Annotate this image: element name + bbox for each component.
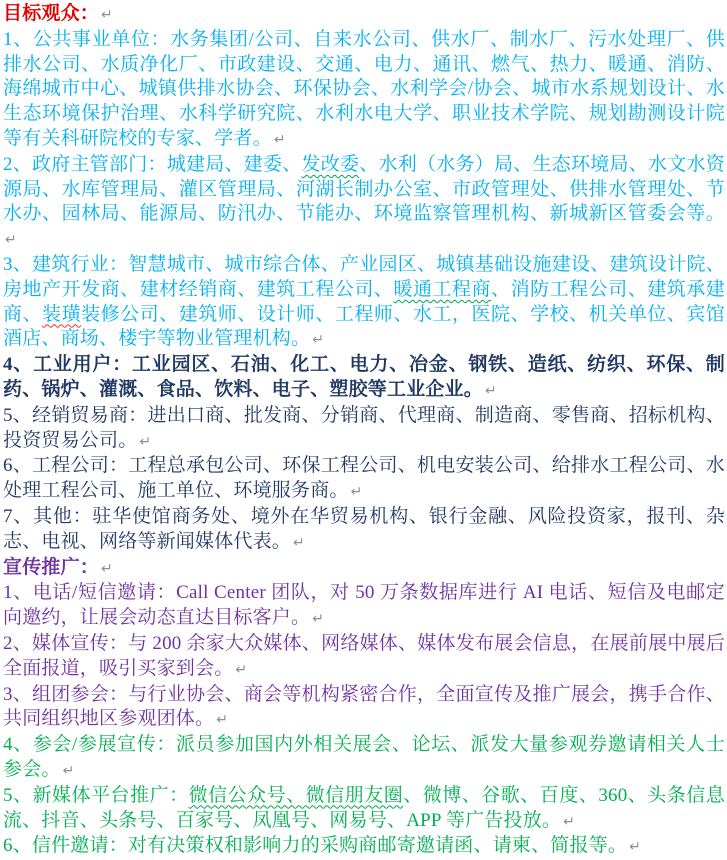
text-run: 2、政府主管部门：城建局、建委、 bbox=[3, 153, 302, 175]
text-run: 目标观众： bbox=[3, 3, 100, 24]
text-run: 4、工业用户：工业园区、石油、化工、电力、冶金、钢铁、造纸、纺织、环保、制药、锅炉、灌溉、食品、饮料、电子、塑胶等工业企业。 bbox=[3, 354, 725, 400]
paragraph bbox=[3, 505, 725, 556]
paragraph-mark-icon: ↵ bbox=[485, 382, 497, 399]
paragraph-mark-icon: ↵ bbox=[216, 712, 229, 729]
paragraph-mark-icon: ↵ bbox=[563, 813, 576, 830]
paragraph-mark-icon: ↵ bbox=[350, 484, 363, 501]
text-run: 6、工程公司：工程总承包公司、环保工程公司、机电安装公司、给排水工程公司、水处理工程公司、施工单位、环境服务商。 bbox=[3, 455, 725, 502]
paragraph-mark-icon: ↵ bbox=[101, 560, 113, 577]
text-run: 1、公共事业单位：水务集团/公司、自来水公司、供水厂、制水厂、污水处理厂、供排水公司、水质净化厂、市政建设、交通、电力、通讯、燃气、热力、暖通、消防、海绵城市中心、城镇供排水协会、环保协会、水利学会/协会、城市水系规划设计、水生态环境保护治理、水科学研究院、水利水电大学、职业技术学院、规划勘测设计院等有关科研院校的专家、学者。 bbox=[3, 28, 725, 149]
text-run: 4、参会/参展宣传：派员参加国内外相关展会、论坛、派发大量参观券邀请相关人士参会。 bbox=[3, 734, 725, 780]
text-run: 、微博、谷歌、百度、360、头条信息流、抖音、头条号、百家号、凤凰号、网易号、APP 等广告投放。 bbox=[3, 784, 725, 831]
text-run: 装修公司、建筑师、设计师、工程师、水工，医院、学校、机关单位、宾馆酒店、商场、楼宇等物业管理机构。 bbox=[3, 303, 725, 350]
spellcheck-flagged-text: 装璜 bbox=[42, 303, 82, 325]
text-run: 3、建筑行业：智慧城市、城市综合体、产业园区、城镇基础设施建设、建筑设计院、房地产开发商、建材经销商、建筑工程公司、 bbox=[3, 253, 725, 300]
paragraph-mark-icon: ↵ bbox=[101, 7, 113, 23]
paragraph bbox=[3, 404, 725, 455]
paragraph bbox=[3, 28, 725, 153]
paragraph-mark-icon: ↵ bbox=[273, 131, 286, 148]
paragraph-mark-icon: ↵ bbox=[312, 332, 325, 349]
paragraph-mark-icon: ↵ bbox=[312, 611, 325, 628]
paragraph bbox=[3, 581, 725, 632]
paragraph bbox=[3, 632, 725, 683]
text-run: 、消防工程公司、建筑承建商、 bbox=[3, 278, 725, 325]
paragraph bbox=[3, 784, 725, 835]
paragraph bbox=[3, 733, 725, 784]
paragraph bbox=[3, 454, 725, 505]
spellcheck-flagged-text: 暖通工程商 bbox=[393, 278, 492, 300]
text-run: 6、信件邀请：对有决策权和影响力的采购商邮寄邀请函、请柬、简报等。 bbox=[3, 835, 628, 857]
spellcheck-flagged-text: 微信公众号、微信朋友圈 bbox=[188, 784, 404, 806]
paragraph-mark-icon: ↵ bbox=[293, 534, 305, 551]
paragraph bbox=[3, 153, 725, 253]
paragraph bbox=[3, 253, 725, 353]
text-run: 3、组团参会：与行业协会、商会等机构紧密合作，全面宣传及推广展会，携手合作、共同组织地区参观团体。 bbox=[3, 683, 725, 730]
text-run: 1、电话/短信邀请：Call Center 团队，对 50 万条数据库进行 AI 电话、短信及电邮定向邀约，让展会动态直达目标客户。 bbox=[3, 582, 725, 629]
paragraph-mark-icon: ↵ bbox=[139, 433, 152, 450]
text-run: 5、经销贸易商：进出口商、批发商、分销商、代理商、制造商、零售商、招标机构、投资贸易公司。 bbox=[3, 404, 725, 451]
paragraph-mark-icon: ↵ bbox=[62, 762, 75, 779]
text-run: 2、媒体宣传：与 200 余家大众媒体、网络媒体、媒体发布展会信息，在展前展中展后全面报道，吸引买家到会。 bbox=[3, 632, 725, 679]
section-heading bbox=[3, 2, 725, 28]
paragraph-mark-icon: ↵ bbox=[629, 839, 642, 856]
paragraph bbox=[3, 353, 725, 404]
text-run: 7、其他：驻华使馆商务处、境外在华贸易机构、银行金融、风险投资家，报刊、杂志、电视、网络等新闻媒体代表。 bbox=[3, 505, 725, 552]
text-run: 宣传推广： bbox=[3, 556, 100, 578]
section-heading bbox=[3, 556, 725, 582]
paragraph bbox=[3, 834, 725, 860]
text-run: 5、新媒体平台推广： bbox=[3, 784, 189, 806]
paragraph bbox=[3, 683, 725, 734]
text-run: 、水利（水务）局、生态环境局、水文水资源局、水库管理局、灌区管理局、河湖长制办公室、市政管理处、供排水管理处、节水办、园林局、能源局、防汛办、节能办、环境监察管理机构、新城新区管委会等。 bbox=[3, 153, 725, 225]
paragraph-mark-icon: ↵ bbox=[235, 661, 248, 678]
spellcheck-flagged-text: 发改委 bbox=[301, 153, 360, 175]
paragraph-mark-icon: ↵ bbox=[5, 232, 17, 249]
